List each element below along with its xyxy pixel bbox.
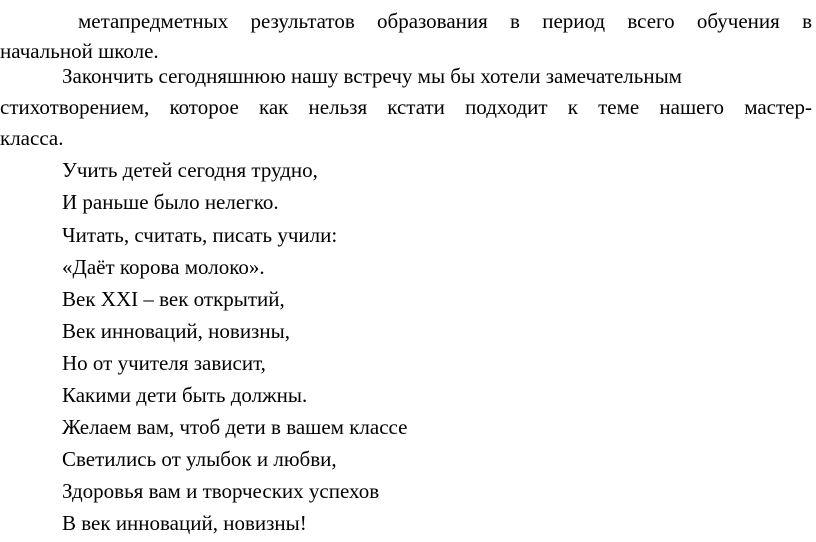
poem-line: Но от учителя зависит, bbox=[62, 351, 266, 375]
paragraph-1-line-1: метапредметных результатов образования в период всего обучения в bbox=[78, 9, 812, 33]
poem-line: Век XXI – век открытий, bbox=[62, 287, 285, 311]
paragraph-1-line-2: начальной школе. bbox=[0, 39, 159, 63]
poem-line: Желаем вам, чтоб дети в вашем классе bbox=[62, 415, 408, 439]
poem-line: И раньше было нелегко. bbox=[62, 190, 279, 214]
paragraph-2-line-1: Закончить сегодняшнюю нашу встречу мы бы хотели замечательным bbox=[62, 64, 682, 88]
poem-line: Читать, считать, писать учили: bbox=[62, 223, 338, 247]
poem-line: Век инноваций, новизны, bbox=[62, 319, 290, 343]
poem-line: Учить детей сегодня трудно, bbox=[62, 158, 318, 182]
poem-line: Здоровья вам и творческих успехов bbox=[62, 479, 380, 503]
poem-line: «Даёт корова молоко». bbox=[62, 255, 265, 279]
poem-line: Какими дети быть должны. bbox=[62, 383, 308, 407]
poem-line: Светились от улыбок и любви, bbox=[62, 447, 337, 471]
paragraph-2-line-3: класса. bbox=[0, 126, 64, 150]
poem-line: В век инноваций, новизны! bbox=[62, 511, 307, 535]
paragraph-2-line-2: стихотворением, которое как нельзя кстати подходит к теме нашего мастер- bbox=[0, 95, 812, 119]
